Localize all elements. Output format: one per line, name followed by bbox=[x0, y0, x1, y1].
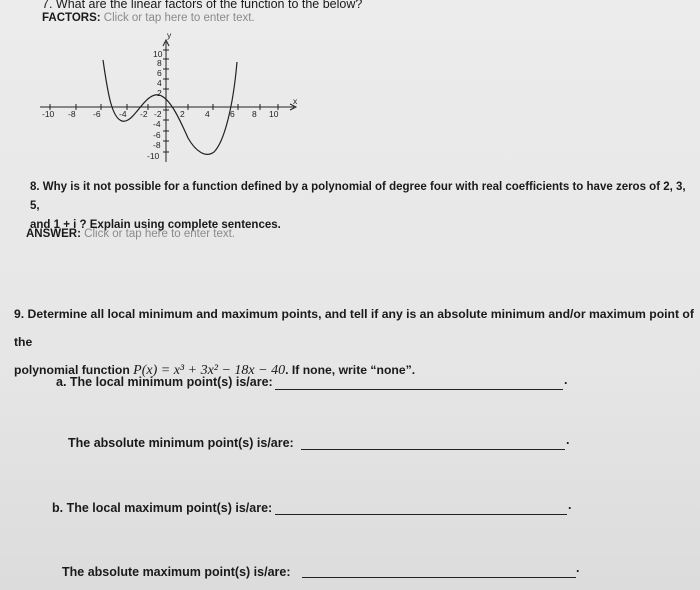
question-9-text: 9. Determine all local minimum and maximum points, and tell if any is an absolute minimum and/or maximum point of the bbox=[14, 307, 694, 349]
y-axis-label: y bbox=[167, 30, 172, 40]
x-tick-label: -10 bbox=[42, 109, 55, 119]
y-tick-label: -10 bbox=[147, 151, 160, 161]
absolute-minimum-label: The absolute minimum point(s) is/are: bbox=[68, 436, 294, 450]
absolute-maximum-answer-line[interactable] bbox=[302, 577, 576, 578]
question-9-text-cont: polynomial function bbox=[14, 363, 130, 377]
answer-line bbox=[26, 228, 235, 240]
local-maximum-answer-line[interactable] bbox=[275, 514, 567, 515]
x-tick-label: 4 bbox=[205, 109, 210, 119]
y-tick-label: -2 bbox=[154, 109, 162, 119]
x-tick-label: -6 bbox=[93, 109, 101, 119]
factors-label: FACTORS: bbox=[42, 12, 101, 24]
y-tick-label: 2 bbox=[157, 88, 162, 98]
y-tick-label: 8 bbox=[157, 58, 162, 68]
question-9-tail: . If none, write “none”. bbox=[285, 363, 416, 377]
absolute-maximum-label: The absolute maximum point(s) is/are: bbox=[62, 565, 291, 579]
polynomial-graph bbox=[0, 0, 700, 170]
y-tick-label: 6 bbox=[157, 68, 162, 78]
local-maximum-label: b. The local maximum point(s) is/are: bbox=[52, 501, 273, 515]
question-8 bbox=[30, 178, 690, 235]
x-tick-label: 10 bbox=[269, 109, 279, 119]
y-tick-label: 10 bbox=[153, 49, 163, 59]
x-tick-label: -4 bbox=[119, 109, 127, 119]
question-9 bbox=[14, 300, 700, 385]
period: . bbox=[568, 498, 572, 512]
x-axis-label: x bbox=[293, 96, 298, 106]
period: . bbox=[564, 373, 568, 387]
y-tick-label: -8 bbox=[153, 140, 161, 150]
y-tick-label: -4 bbox=[153, 119, 161, 129]
x-tick-label: -2 bbox=[140, 109, 148, 119]
answer-field[interactable]: Click or tap here to enter text. bbox=[84, 228, 236, 240]
x-tick-label: 8 bbox=[252, 109, 257, 119]
x-tick-label: 6 bbox=[230, 109, 235, 119]
answer-label: ANSWER: bbox=[26, 228, 81, 240]
polynomial-function: P(x) = x³ + 3x² − 18x − 40 bbox=[133, 363, 286, 378]
question-8-text-cont: and 1 + i ? Explain using complete sentences. bbox=[30, 219, 281, 231]
absolute-minimum-answer-line[interactable] bbox=[301, 449, 565, 450]
period: . bbox=[566, 433, 570, 447]
local-minimum-answer-line[interactable] bbox=[275, 389, 563, 390]
x-tick-label: 2 bbox=[180, 109, 185, 119]
x-tick-label: -8 bbox=[68, 109, 76, 119]
y-tick-label: 4 bbox=[157, 78, 162, 88]
question-8-text: 8. Why is it not possible for a function defined by a polynomial of degree four with real coefficients to have zeros of 2, 3, 5, bbox=[30, 181, 686, 212]
y-tick-label: -6 bbox=[153, 130, 161, 140]
period: . bbox=[576, 561, 580, 575]
local-minimum-label: a. The local minimum point(s) is/are: bbox=[56, 375, 273, 389]
factors-answer-field[interactable]: Click or tap here to enter text. bbox=[103, 12, 255, 24]
question-7-title: 7. What are the linear factors of the function to the below? bbox=[42, 0, 363, 11]
